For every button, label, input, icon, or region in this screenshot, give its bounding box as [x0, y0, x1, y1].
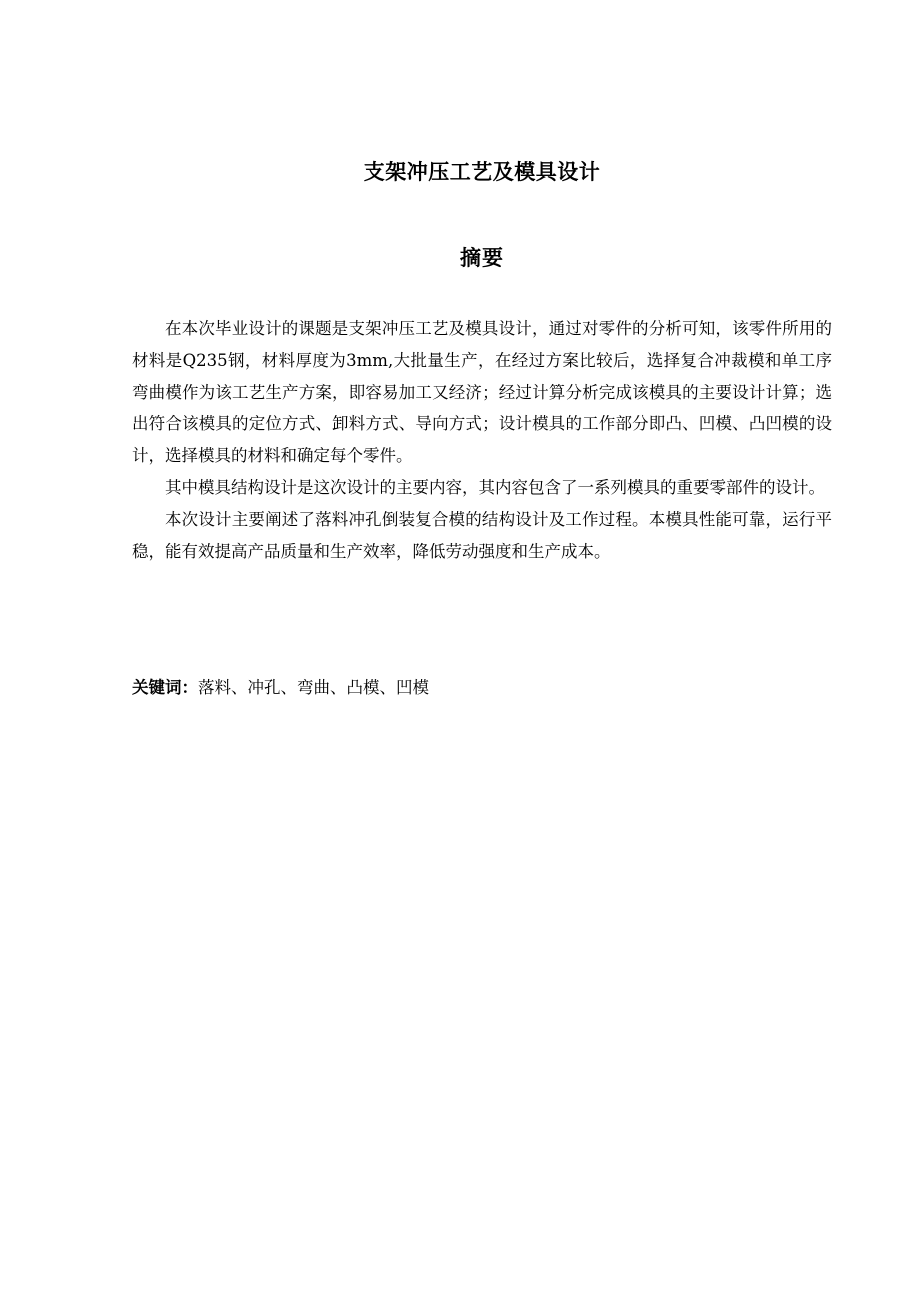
document-title: 支架冲压工艺及模具设计	[363, 160, 601, 184]
abstract-paragraph-3: 本次设计主要阐述了落料冲孔倒装复合模的结构设计及工作过程。本模具性能可靠，运行平稳，能有效提高产品质量和生产效率，降低劳动强度和生产成本。	[132, 509, 832, 561]
abstract-heading: 摘要	[460, 246, 504, 270]
abstract-body	[132, 313, 832, 567]
keywords-label: 关键词：	[132, 678, 198, 697]
abstract-paragraph-2: 其中模具结构设计是这次设计的主要内容，其内容包含了一系列模具的重要零部件的设计。	[165, 477, 825, 497]
keywords-value: 落料、冲孔、弯曲、凸模、凹模	[198, 678, 429, 697]
keywords-line	[132, 674, 832, 702]
abstract-paragraph-1: 在本次毕业设计的课题是支架冲压工艺及模具设计，通过对零件的分析可知，该零件所用的材料是Q235钢，材料厚度为3mm,大批量生产，在经过方案比较后，选择复合冲裁模和单工序弯曲模作为该工艺生产方案，即容易加工又经济；经过计算分析完成该模具的主要设计计算；选出符合该模具的定位方式、卸料方式、导向方式；设计模具的工作部分即凸、凹模、凸凹模的设计，选择模具的材料和确定每个零件。	[132, 319, 832, 466]
